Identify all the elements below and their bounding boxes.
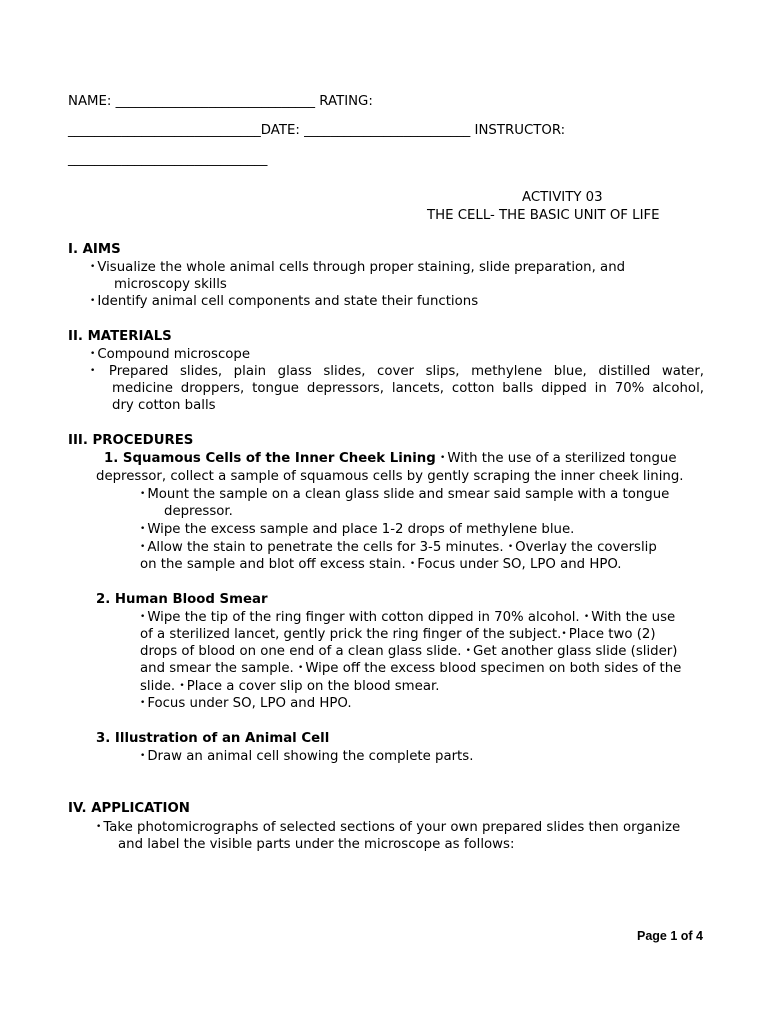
activity-title: ACTIVITY 03 xyxy=(522,190,603,205)
bullet-icon: • xyxy=(140,489,146,499)
procedure-2-step: • Focus under SO, LPO and HPO. xyxy=(140,696,352,711)
materials-heading: II. MATERIALS xyxy=(68,329,172,344)
bullet-icon: • xyxy=(440,453,446,463)
application-heading: IV. APPLICATION xyxy=(68,801,190,816)
application-item: • Take photomicrographs of selected sections of your own prepared slides then organize xyxy=(96,820,681,835)
materials-item-continuation: dry cotton balls xyxy=(112,398,216,413)
procedure-1-intro-continuation: depressor, collect a sample of squamous cells by gently scraping the inner cheek lining. xyxy=(96,469,684,484)
procedures-heading: III. PROCEDURES xyxy=(68,433,194,448)
aims-item: • Identify animal cell components and state their functions xyxy=(90,294,479,309)
application-item-continuation: and label the visible parts under the microscope as follows: xyxy=(118,837,515,852)
procedure-1-step: • Wipe the excess sample and place 1-2 drops of methylene blue. xyxy=(140,522,575,537)
procedure-2-step: • Wipe the tip of the ring finger with cotton dipped in 70% alcohol. • With the use xyxy=(140,610,676,625)
procedure-1-title: 1. Squamous Cells of the Inner Cheek Lining xyxy=(104,451,436,466)
bullet-icon: • xyxy=(90,349,96,359)
materials-item: • Compound microscope xyxy=(90,347,251,362)
bullet-icon: • xyxy=(409,559,416,569)
procedure-2-step: slide. • Place a cover slip on the blood smear. xyxy=(140,679,440,694)
bullet-icon: • xyxy=(507,542,514,552)
bullet-icon: • xyxy=(179,681,185,691)
bullet-icon: • xyxy=(90,262,96,272)
document-subtitle: THE CELL- THE BASIC UNIT OF LIFE xyxy=(427,208,660,223)
procedure-1-step-continuation: on the sample and blot off excess stain. • Focus under SO, LPO and HPO. xyxy=(140,557,622,572)
procedure-1-intro: 1. Squamous Cells of the Inner Cheek Lining • With the use of a sterilized tongue xyxy=(104,451,677,466)
bullet-icon: • xyxy=(140,542,146,552)
name-rating-line: NAME: ______________________________ RATING: xyxy=(68,94,373,109)
procedure-1-step: • Allow the stain to penetrate the cells for 3-5 minutes. • Overlay the coverslip xyxy=(140,540,657,555)
aims-item-continuation: microscopy skills xyxy=(114,277,227,292)
procedure-2-step: of a sterilized lancet, gently prick the ring finger of the subject.• Place two (2) xyxy=(140,627,656,642)
page-number: Page 1 of 4 xyxy=(637,929,703,943)
blank-instructor-line: ______________________________ xyxy=(68,152,268,167)
date-instructor-line: _____________________________DATE: _________________________ INSTRUCTOR: xyxy=(68,123,566,138)
materials-item-continuation: medicine droppers, tongue depressors, lancets, cotton balls dipped in 70% alcohol, xyxy=(112,381,704,396)
bullet-icon: • xyxy=(140,751,146,761)
bullet-icon: • xyxy=(140,698,146,708)
bullet-icon: • xyxy=(90,296,96,306)
bullet-icon: • xyxy=(298,663,304,673)
bullet-icon: • xyxy=(140,524,146,534)
procedure-2-step: drops of blood on one end of a clean glass slide. • Get another glass slide (slider) xyxy=(140,644,678,659)
aims-item: • Visualize the whole animal cells through proper staining, slide preparation, and xyxy=(90,260,626,275)
bullet-icon: • xyxy=(465,646,471,656)
materials-item: • Prepared slides, plain glass slides, cover slips, methylene blue, distilled water, xyxy=(90,364,705,379)
procedure-3-title: 3. Illustration of an Animal Cell xyxy=(96,731,330,746)
procedure-1-step: • Mount the sample on a clean glass slide and smear said sample with a tongue xyxy=(140,487,670,502)
bullet-icon: • xyxy=(140,612,146,622)
bullet-icon: • xyxy=(90,366,96,376)
procedure-2-title: 2. Human Blood Smear xyxy=(96,592,268,607)
aims-heading: I. AIMS xyxy=(68,242,121,257)
procedure-1-step-continuation: depressor. xyxy=(164,504,233,519)
bullet-icon: • xyxy=(583,612,590,622)
procedure-2-step: and smear the sample. • Wipe off the excess blood specimen on both sides of the xyxy=(140,661,682,676)
bullet-icon: • xyxy=(561,629,567,639)
bullet-icon: • xyxy=(96,822,102,832)
procedure-3-step: • Draw an animal cell showing the complete parts. xyxy=(140,749,474,764)
